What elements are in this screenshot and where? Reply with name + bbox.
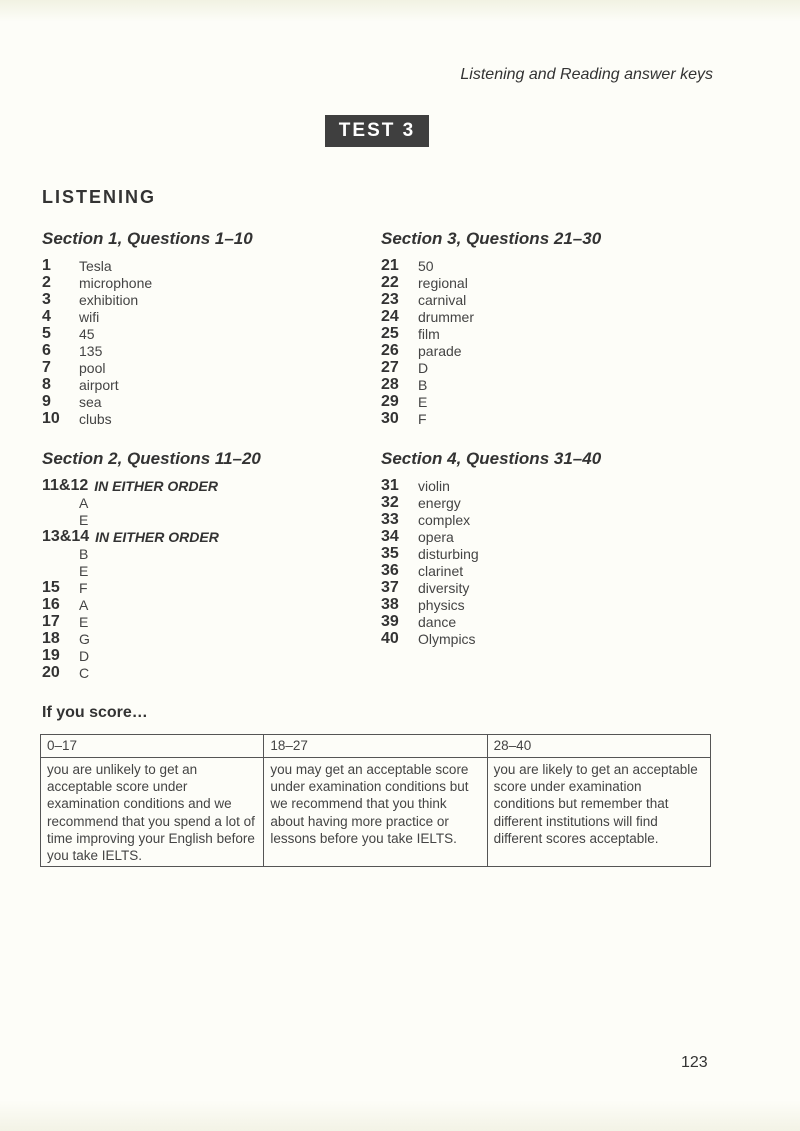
running-header: Listening and Reading answer keys: [460, 66, 713, 83]
answer-number: 3: [42, 290, 51, 308]
answer-row: [381, 376, 474, 393]
page-edge-bottom: [0, 1100, 800, 1131]
answer-row: [42, 579, 219, 596]
answer-number: 36: [381, 561, 399, 579]
answer-row: [42, 477, 219, 494]
score-table: [40, 734, 711, 867]
answer-number: 22: [381, 273, 399, 291]
answer-row: [42, 613, 219, 630]
answer-text: energy: [418, 494, 461, 511]
answer-row: [42, 342, 152, 359]
answer-number: 1: [42, 256, 51, 274]
answer-row: [381, 274, 474, 291]
answer-row: [42, 291, 152, 308]
answer-row: [42, 528, 219, 545]
answer-number: 7: [42, 358, 51, 376]
answer-text: Tesla: [79, 257, 112, 274]
answer-row: [42, 664, 219, 681]
answer-number: 37: [381, 578, 399, 596]
answer-text: G: [79, 630, 90, 647]
answer-row: [381, 393, 474, 410]
answer-number: 21: [381, 256, 399, 274]
score-heading: If you score…: [42, 704, 148, 721]
answer-row: [42, 376, 152, 393]
section-3-title: Section 3, Questions 21–30: [381, 229, 602, 248]
answer-number: 16: [42, 595, 60, 613]
answer-number: 11&12: [42, 476, 89, 494]
answer-row: [42, 647, 219, 664]
answer-number: 18: [42, 629, 60, 647]
answer-number: 28: [381, 375, 399, 393]
score-range-cell: 18–27: [264, 735, 487, 758]
section-1-answers: [42, 257, 152, 427]
answer-text: regional: [418, 274, 468, 291]
answer-row: [42, 325, 152, 342]
score-description-cell: you may get an acceptable score under examination conditions but we recommend that you think about having more practice or lessons before you take IELTS.: [264, 758, 487, 867]
order-note: IN EITHER ORDER: [95, 528, 219, 545]
answer-number: 29: [381, 392, 399, 410]
answer-row: [381, 291, 474, 308]
answer-row: [42, 410, 152, 427]
score-table-row: [41, 758, 711, 867]
answer-row: [42, 257, 152, 274]
answer-text: 45: [79, 325, 95, 342]
answer-text: A: [79, 494, 89, 511]
answer-row: [381, 528, 479, 545]
answer-number: 9: [42, 392, 51, 410]
answer-text: complex: [418, 511, 471, 528]
score-table-header-row: [41, 735, 711, 758]
answer-number: 33: [381, 510, 399, 528]
answer-row: [42, 630, 219, 647]
answer-text: drummer: [418, 308, 475, 325]
answer-number: 6: [42, 341, 51, 359]
answer-text: dance: [418, 613, 457, 630]
answer-text: airport: [79, 376, 119, 393]
order-note: IN EITHER ORDER: [94, 477, 218, 494]
answer-row: [381, 325, 474, 342]
answer-number: 31: [381, 476, 399, 494]
answer-text: D: [79, 647, 90, 664]
answer-row: [42, 545, 219, 562]
answer-text: F: [79, 579, 88, 596]
answer-number: 10: [42, 409, 60, 427]
answer-number: 24: [381, 307, 399, 325]
answer-text: B: [79, 545, 89, 562]
answer-row: [381, 477, 479, 494]
section-3-answers: [381, 257, 474, 427]
answer-text: film: [418, 325, 440, 342]
answer-row: [42, 393, 152, 410]
answer-text: clarinet: [418, 562, 464, 579]
answer-text: 50: [418, 257, 434, 274]
answer-row: [42, 562, 219, 579]
answer-row: [381, 630, 479, 647]
answer-number: 13&14: [42, 527, 90, 545]
answer-row: [42, 274, 152, 291]
answer-number: 34: [381, 527, 399, 545]
answer-row: [381, 410, 474, 427]
answer-number: 23: [381, 290, 399, 308]
answer-row: [381, 511, 479, 528]
answer-number: 20: [42, 663, 60, 681]
answer-text: disturbing: [418, 545, 479, 562]
answer-row: [381, 342, 474, 359]
answer-text: C: [79, 664, 90, 681]
answer-number: 15: [42, 578, 60, 596]
answer-text: D: [418, 359, 429, 376]
answer-row: [381, 579, 479, 596]
answer-row: [42, 596, 219, 613]
score-range-cell: 0–17: [41, 735, 264, 758]
answer-number: 40: [381, 629, 399, 647]
answer-number: 5: [42, 324, 51, 342]
answer-row: [42, 494, 219, 511]
answer-row: [381, 308, 474, 325]
page-edge-top: [0, 0, 800, 22]
answer-number: 27: [381, 358, 399, 376]
section-1-title: Section 1, Questions 1–10: [42, 229, 253, 248]
answer-text: E: [79, 562, 89, 579]
answer-number: 39: [381, 612, 399, 630]
answer-row: [42, 308, 152, 325]
score-description-cell: you are likely to get an acceptable score under examination conditions but remember that different institutions will find different scores acceptable.: [487, 758, 710, 867]
answer-text: wifi: [79, 308, 100, 325]
answer-row: [381, 545, 479, 562]
answer-text: exhibition: [79, 291, 139, 308]
answer-text: parade: [418, 342, 462, 359]
section-2-answers: [42, 477, 219, 681]
answer-text: sea: [79, 393, 102, 410]
answer-number: 35: [381, 544, 399, 562]
section-4-answers: [381, 477, 479, 647]
answer-row: [381, 359, 474, 376]
section-2-title: Section 2, Questions 11–20: [42, 449, 261, 468]
answer-row: [381, 562, 479, 579]
answer-text: E: [79, 511, 89, 528]
answer-text: E: [418, 393, 428, 410]
answer-text: opera: [418, 528, 454, 545]
answer-text: A: [79, 596, 89, 613]
answer-number: 26: [381, 341, 399, 359]
answer-text: clubs: [79, 410, 112, 427]
answer-number: 4: [42, 307, 51, 325]
answer-text: microphone: [79, 274, 153, 291]
test-badge: TEST 3: [325, 115, 429, 147]
section-4-title: Section 4, Questions 31–40: [381, 449, 602, 468]
answer-text: Olympics: [418, 630, 476, 647]
answer-text: diversity: [418, 579, 470, 596]
answer-text: F: [418, 410, 427, 427]
answer-number: 19: [42, 646, 60, 664]
answer-text: E: [79, 613, 89, 630]
answer-row: [381, 613, 479, 630]
answer-number: 8: [42, 375, 51, 393]
answer-number: 25: [381, 324, 399, 342]
score-description-cell: you are unlikely to get an acceptable score under examination conditions and we recommend that you spend a lot of time improving your English before you take IELTS.: [41, 758, 264, 867]
answer-number: 30: [381, 409, 399, 427]
answer-number: 17: [42, 612, 60, 630]
answer-row: [381, 494, 479, 511]
answer-number: 32: [381, 493, 399, 511]
answer-text: violin: [418, 477, 450, 494]
section-heading: LISTENING: [42, 187, 157, 207]
answer-row: [42, 511, 219, 528]
answer-text: B: [418, 376, 428, 393]
answer-row: [381, 257, 474, 274]
answer-row: [381, 596, 479, 613]
answer-text: pool: [79, 359, 106, 376]
score-range-cell: 28–40: [487, 735, 710, 758]
answer-text: 135: [79, 342, 103, 359]
answer-row: [42, 359, 152, 376]
page-number: 123: [681, 1054, 708, 1071]
answer-number: 38: [381, 595, 399, 613]
answer-number: 2: [42, 273, 51, 291]
answer-text: physics: [418, 596, 465, 613]
answer-text: carnival: [418, 291, 467, 308]
